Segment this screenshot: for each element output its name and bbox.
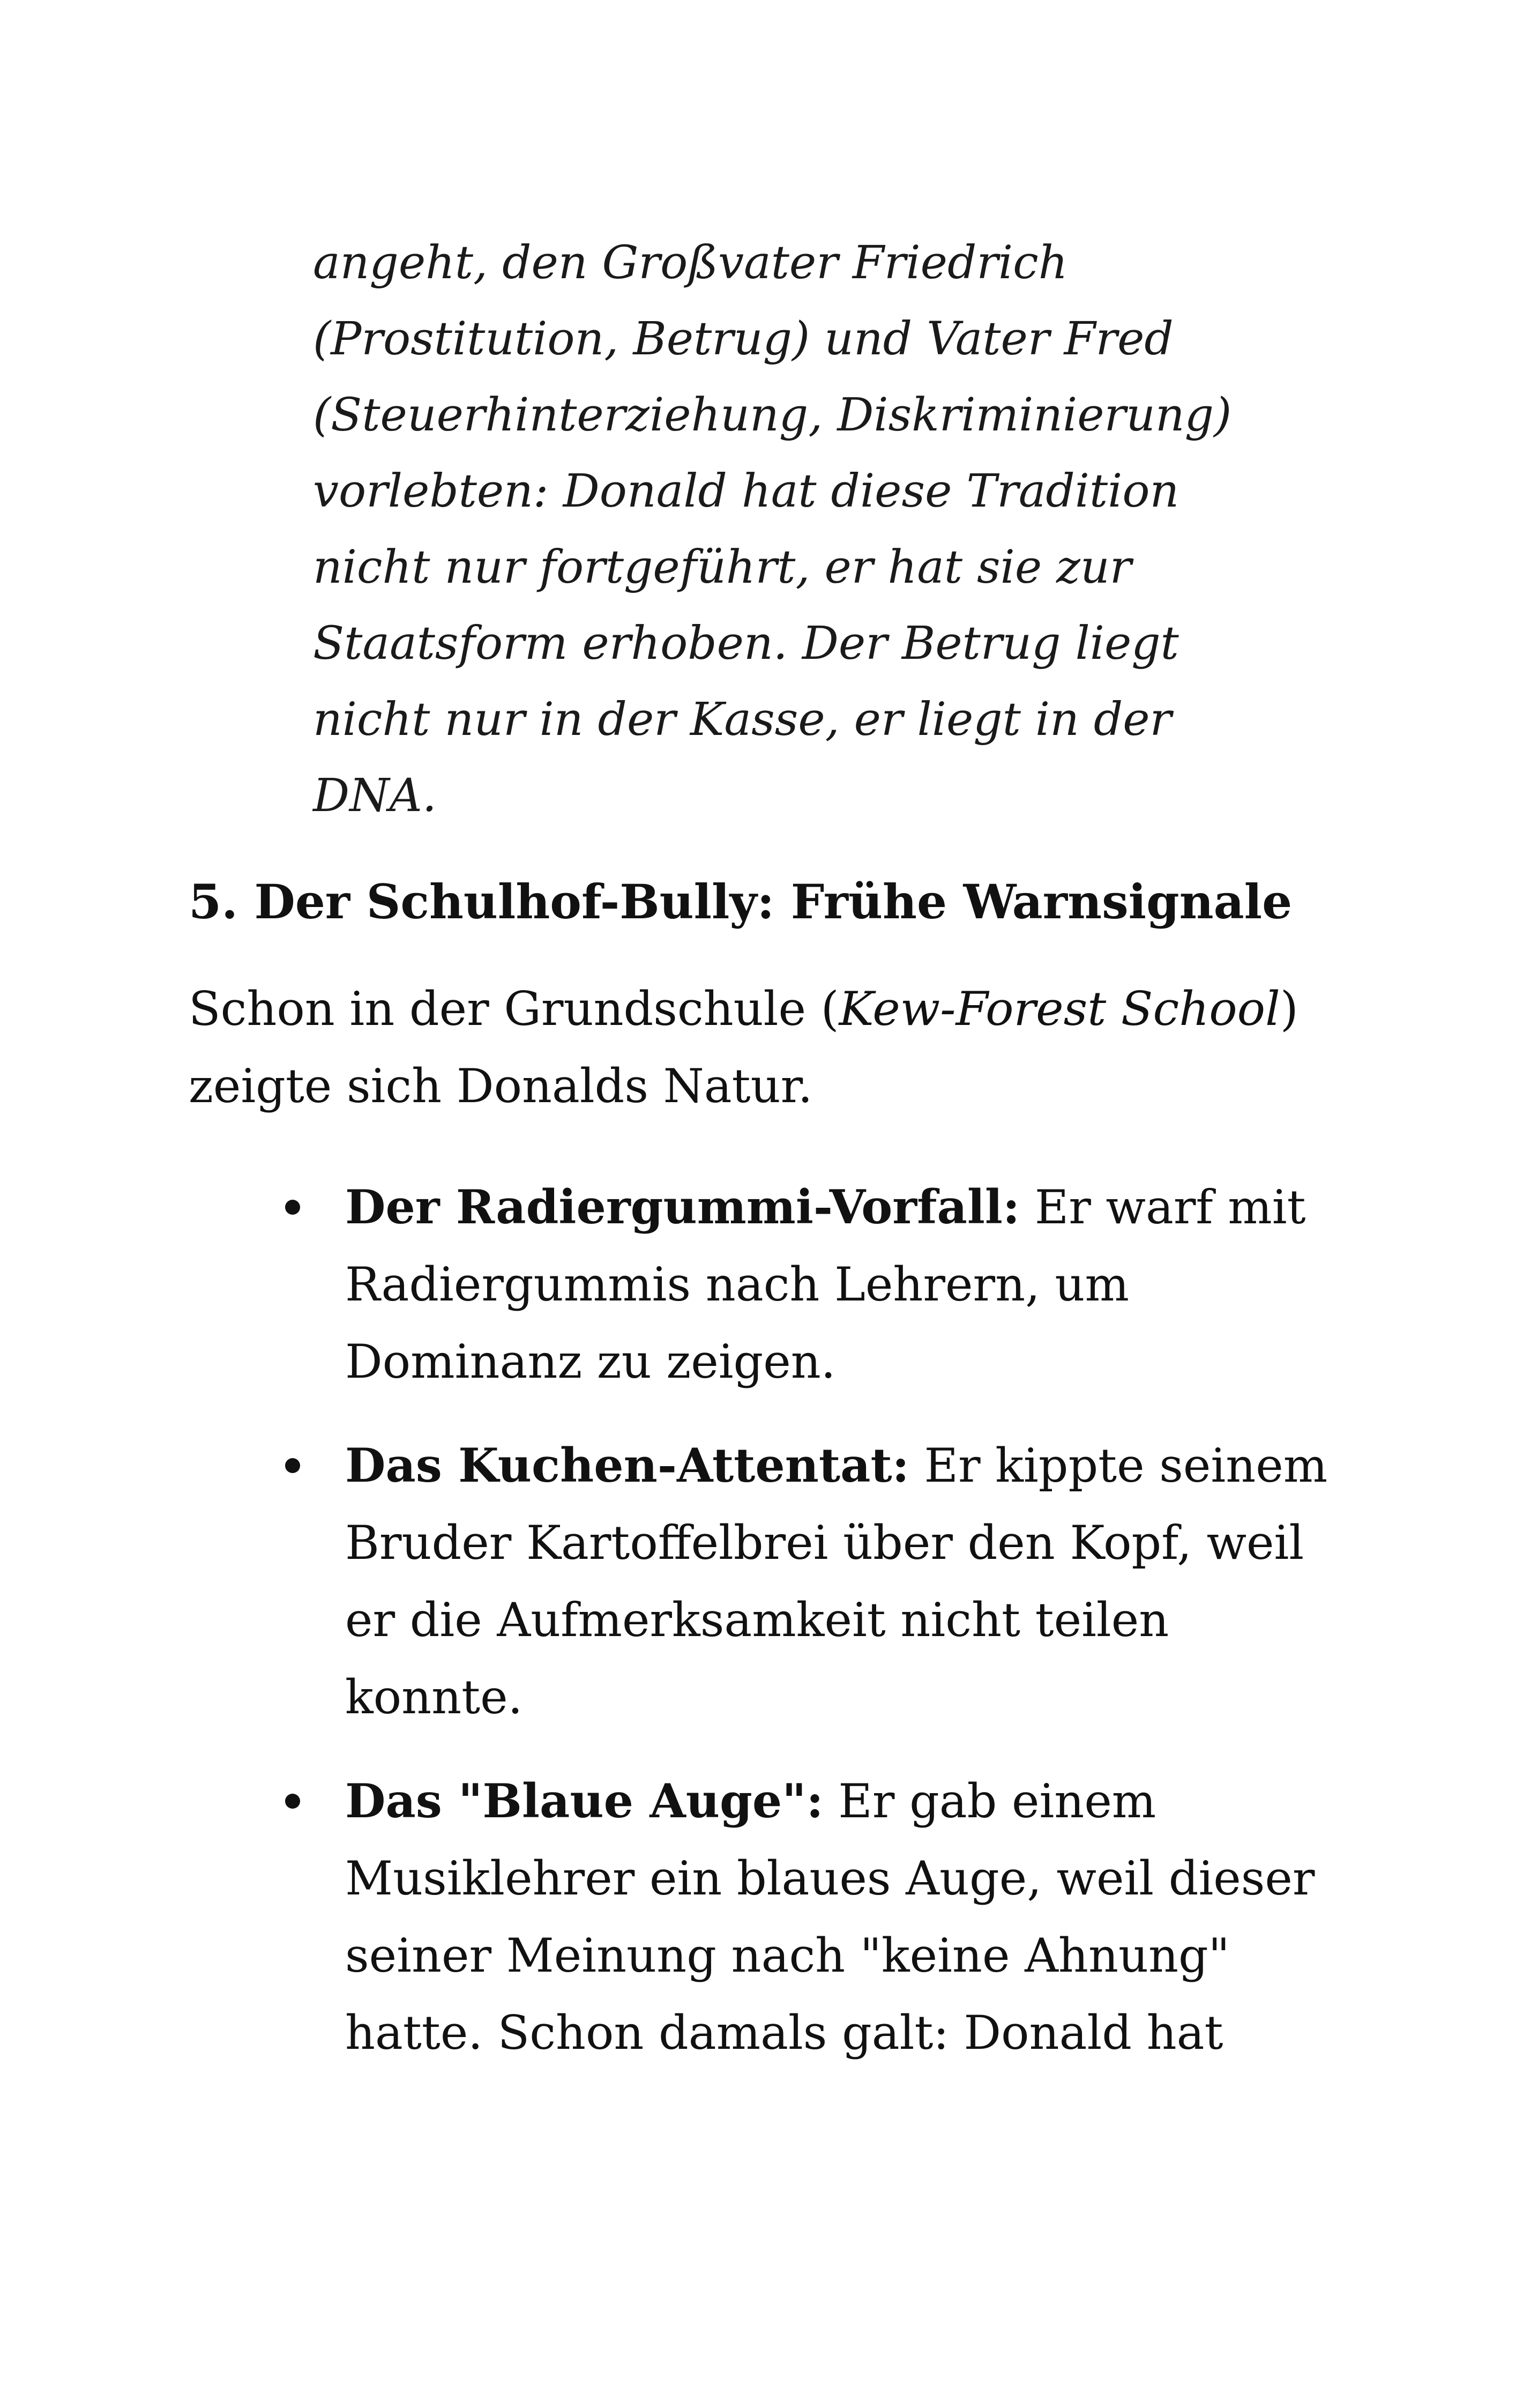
school-name: Kew-Forest School <box>839 982 1280 1036</box>
intro-paragraph <box>189 970 1368 1125</box>
bullet-line: Radiergummis nach Lehrern, um <box>345 1257 1129 1312</box>
bullet-line: hatte. Schon damals galt: Donald hat <box>345 2005 1223 2060</box>
quote-line: (Steuerhinterziehung, Diskriminierung) <box>313 389 1232 442</box>
bullet-term: Das "Blaue Auge": <box>345 1773 824 1829</box>
bullet-line-text: Er gab einem <box>823 1774 1156 1829</box>
intro-line-1 <box>189 970 1368 1047</box>
quote-line: nicht nur fortgeführt, er hat sie zur <box>313 541 1132 594</box>
bullet-text <box>345 1763 1315 2071</box>
intro-text: Schon in der Grundschule ( <box>189 982 839 1036</box>
bullet-icon <box>285 1200 300 1215</box>
quote-line: Staatsform erhoben. Der Betrug liegt <box>313 617 1179 670</box>
intro-text: ) <box>1280 982 1298 1036</box>
quote-line: DNA. <box>313 769 437 822</box>
bullet-line: konnte. <box>345 1670 523 1725</box>
bullet-line: Dominanz zu zeigen. <box>345 1334 836 1389</box>
bullet-line-text: Er kippte seinem <box>909 1438 1328 1493</box>
bullet-line: er die Aufmerksamkeit nicht teilen <box>345 1593 1169 1647</box>
bullet-line <box>345 1427 1328 1504</box>
bullet-text <box>345 1169 1310 1400</box>
quote-line: vorlebten: Donald hat diese Tradition <box>313 465 1179 518</box>
quote-line: angeht, den Großvater Friedrich <box>313 236 1068 289</box>
bullet-icon <box>285 1794 300 1809</box>
bullet-term: Das Kuchen-Attentat: <box>345 1438 909 1493</box>
bullet-icon <box>285 1458 300 1473</box>
bullet-line: Bruder Kartoffelbrei über den Kopf, weil <box>345 1515 1304 1570</box>
bullet-text <box>345 1427 1328 1736</box>
quote-line: nicht nur in der Kasse, er liegt in der <box>313 693 1172 746</box>
quote-line: (Prostitution, Betrug) und Vater Fred <box>313 313 1174 366</box>
bullet-line <box>345 1169 1310 1246</box>
italic-quote-block <box>313 225 1331 834</box>
bullet-line: seiner Meinung nach "keine Ahnung" <box>345 1928 1230 1983</box>
bullet-term: Der Radiergummi-Vorfall: <box>345 1179 1020 1235</box>
section-heading: 5. Der Schulhof-Bully: Frühe Warnsignale <box>189 874 1293 930</box>
bullet-line <box>345 1763 1310 1840</box>
intro-line-2: zeigte sich Donalds Natur. <box>189 1059 813 1113</box>
bullet-line-text: Er warf mit <box>1020 1180 1306 1235</box>
bullet-line: Musiklehrer ein blaues Auge, weil dieser <box>345 1851 1315 1906</box>
